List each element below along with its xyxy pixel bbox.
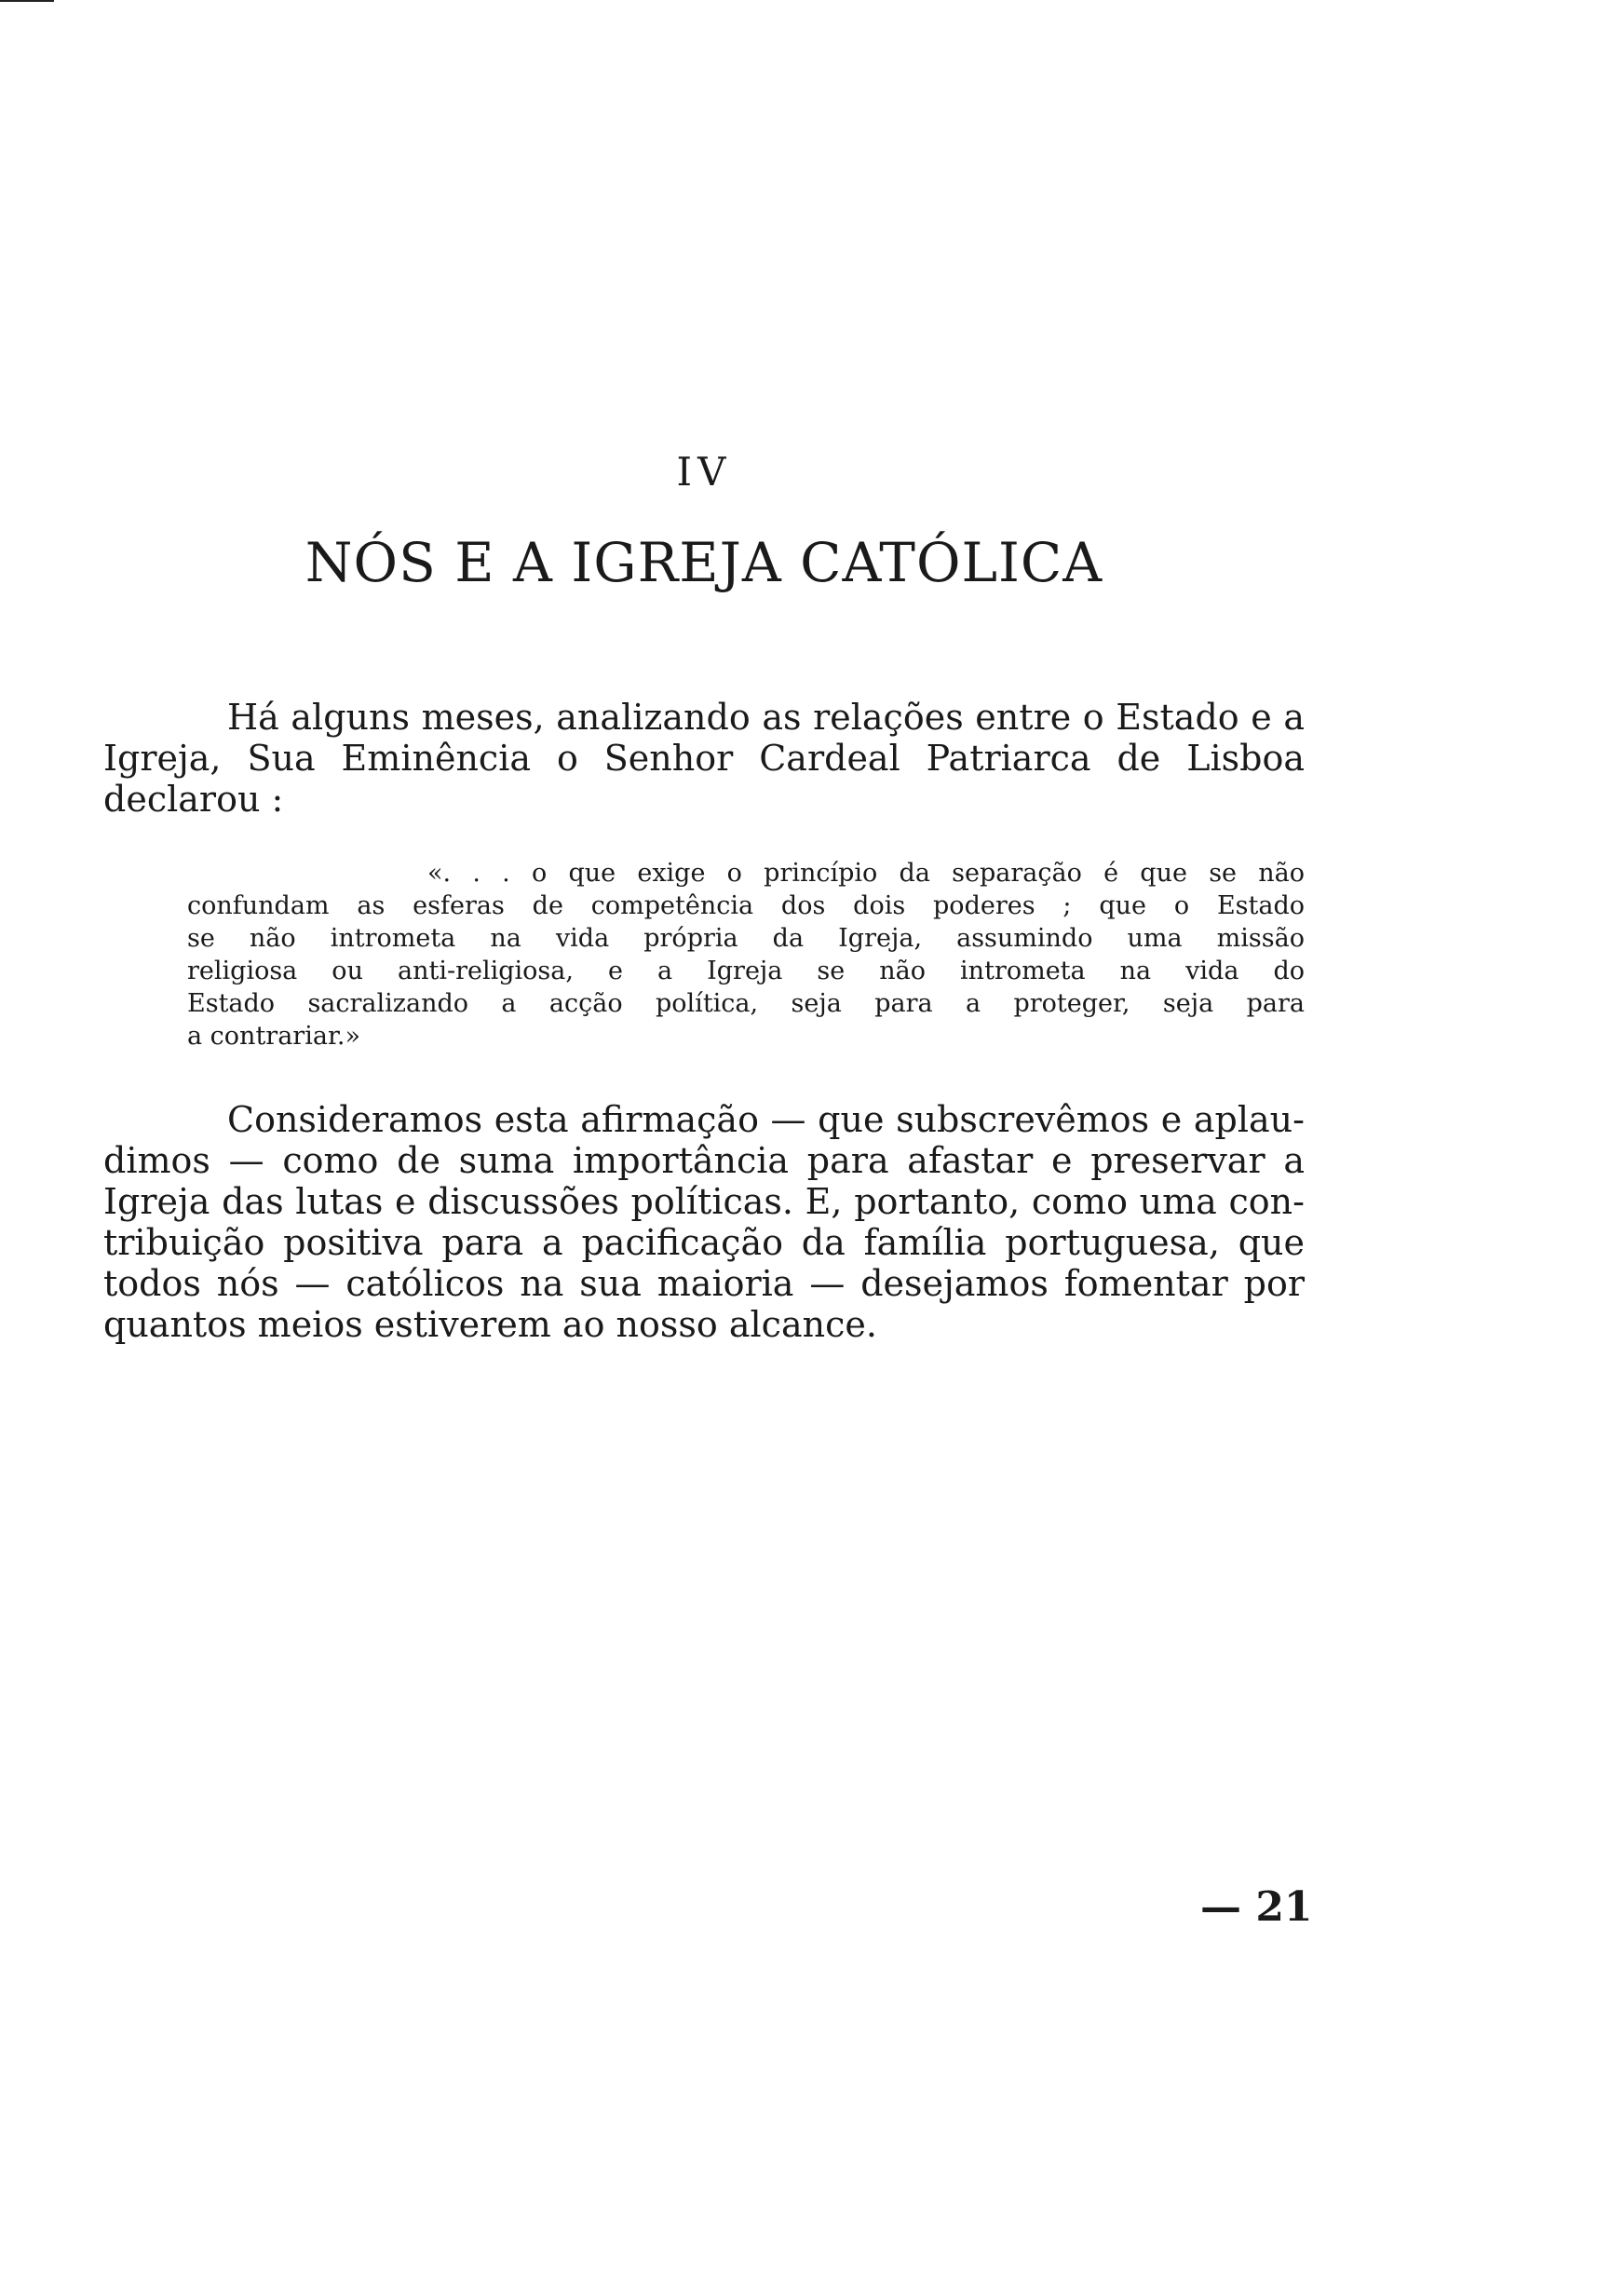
paragraph-line: dimos — como de suma importância para afastar e preservar a: [103, 1140, 1305, 1181]
block-quote: [187, 857, 1305, 1052]
chapter-number: IV: [676, 449, 732, 495]
paragraph-line: tribuição positiva para a pacificação da família portuguesa, que: [103, 1222, 1305, 1263]
scan-corner-mark: [0, 0, 54, 2]
quote-line: religiosa ou anti-religiosa, e a Igreja se não intrometa na vida do: [187, 957, 1305, 985]
body-paragraph: [103, 1099, 1305, 1345]
page-number: — 21: [1200, 1883, 1313, 1931]
quote-line: «. . . o que exige o princípio da separação é que se não: [427, 859, 1305, 888]
paragraph-line: Há alguns meses, analizando as relações entre o Estado e a: [227, 697, 1305, 738]
paragraph-line: Igreja, Sua Eminência o Senhor Cardeal Patriarca de Lisboa: [103, 738, 1305, 779]
paragraph-line: Consideramos esta afirmação — que subscrevêmos e aplau-: [227, 1099, 1305, 1140]
paragraph-line: declarou :: [103, 779, 284, 820]
quote-line: se não intrometa na vida própria da Igreja, assumindo uma missão: [187, 924, 1305, 953]
quote-line: confundam as esferas de competência dos dois poderes ; que o Estado: [187, 891, 1305, 920]
paragraph-line: Igreja das lutas e discussões políticas. E, portanto, como uma con-: [103, 1181, 1305, 1222]
paragraph-line: quantos meios estiverem ao nosso alcance.: [103, 1304, 877, 1345]
intro-paragraph: [103, 697, 1305, 820]
chapter-title: NÓS E A IGREJA CATÓLICA: [304, 531, 1103, 594]
document-page: [103, 0, 1313, 2295]
quote-line: Estado sacralizando a acção política, seja para a proteger, seja para: [187, 989, 1305, 1018]
quote-line: a contrariar.»: [187, 1022, 360, 1051]
paragraph-line: todos nós — católicos na sua maioria — desejamos fomentar por: [103, 1263, 1305, 1304]
